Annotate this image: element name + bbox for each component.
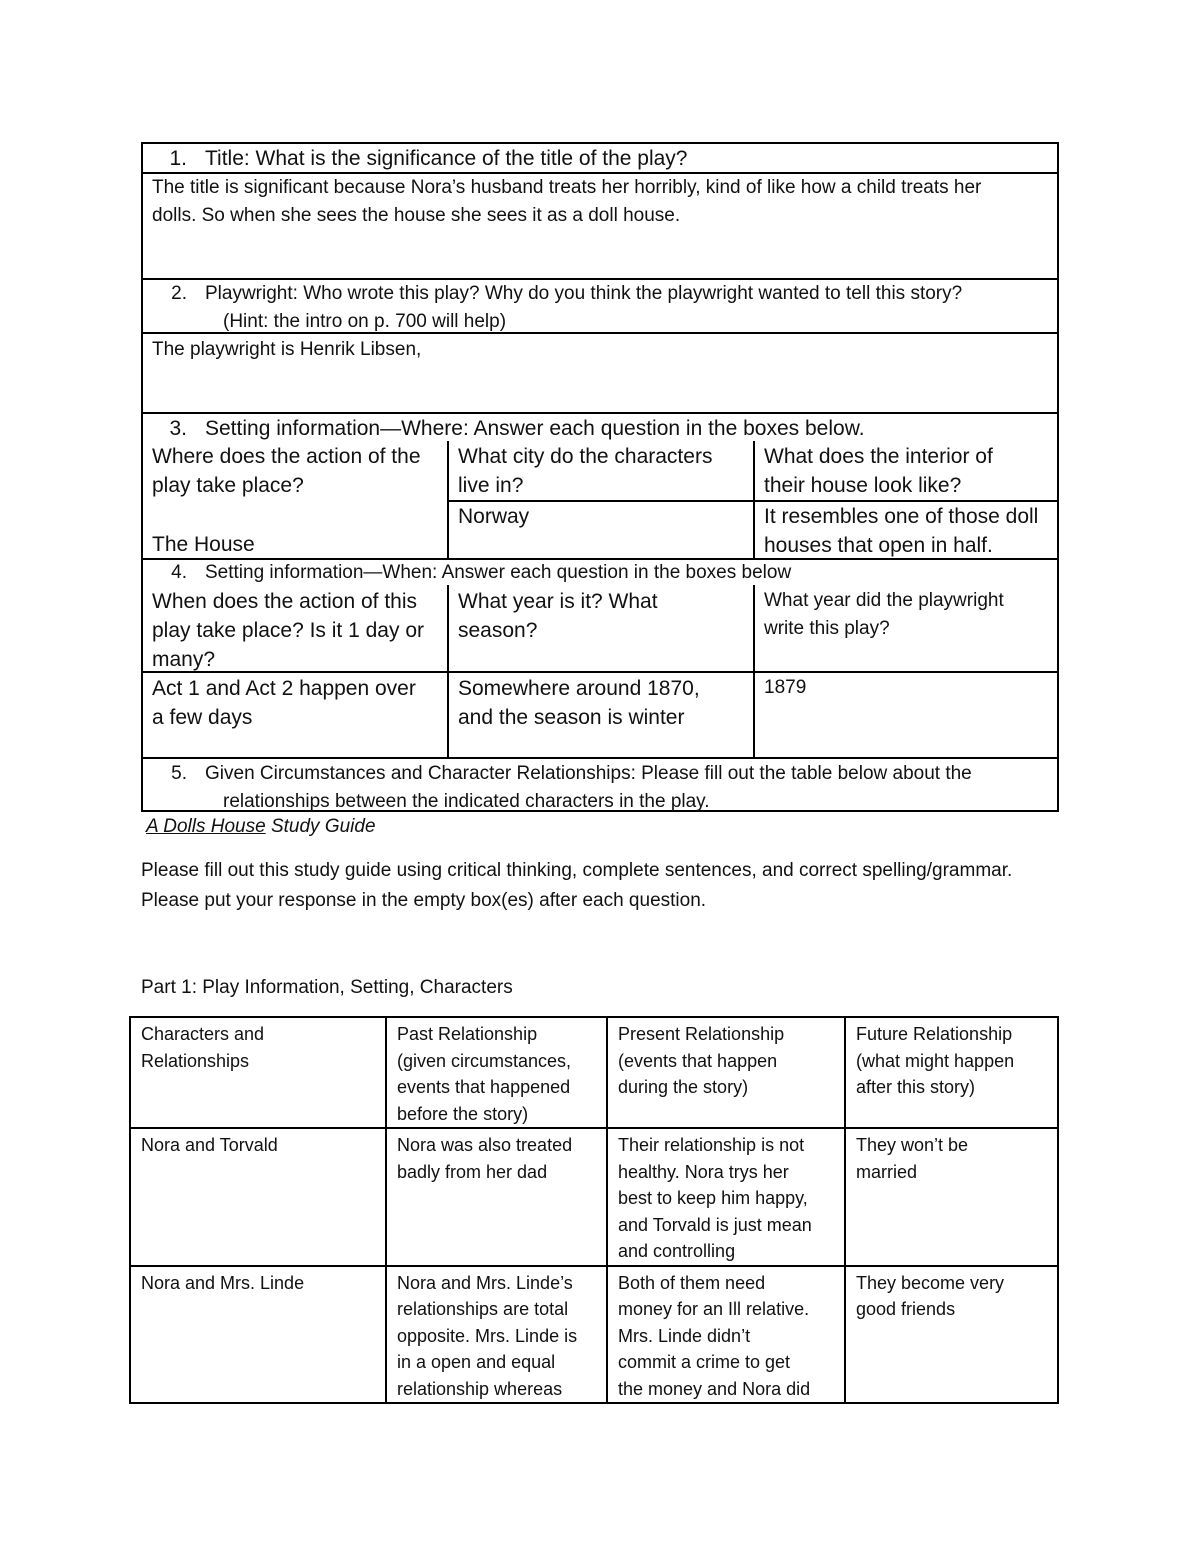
header-future: Future Relationship (what might happen after this story) xyxy=(845,1017,1058,1128)
instructions-line-2: Please put your response in the empty box(es) after each question. xyxy=(141,890,707,911)
section-4-a1: Act 1 and Act 2 happen over a few days xyxy=(152,677,416,729)
section-3-q1: Where does the action of the play take place? xyxy=(152,445,421,497)
section-1-answer: The title is significant because Nora’s husband treats her horribly, kind of like how a child treats her dolls. So when she sees the house she sees it as a doll house. xyxy=(152,177,982,226)
section-3-q3: What does the interior of their house look like? xyxy=(764,445,993,497)
row-2-characters: Nora and Mrs. Linde xyxy=(130,1266,386,1404)
section-1-number: 1. xyxy=(169,147,187,170)
section-1-question: 1. Title: What is the significance of the title of the play? xyxy=(143,144,1057,173)
row-2-future: They become very good friends xyxy=(845,1266,1058,1404)
section-4-number: 4. xyxy=(171,562,187,583)
instructions-line-1: Please fill out this study guide using critical thinking, complete sentences, and correct spelling/grammar. xyxy=(141,860,1013,881)
section-3-number: 3. xyxy=(169,417,187,440)
row-2-past: Nora and Mrs. Linde’s relationships are total opposite. Mrs. Linde is in a open and equal relationship whereas xyxy=(386,1266,607,1404)
row-1-characters: Nora and Torvald xyxy=(130,1128,386,1266)
row-1-present: Their relationship is not healthy. Nora trys her best to keep him happy, and Torvald is just mean and controlling xyxy=(607,1128,845,1266)
section-4-a2: Somewhere around 1870, and the season is winter xyxy=(458,677,700,729)
section-3-question: 3. Setting information—Where: Answer each question in the boxes below. xyxy=(143,414,1057,443)
row-2-present: Both of them need money for an Ill relative. Mrs. Linde didn’t commit a crime to get the money and Nora did xyxy=(607,1266,845,1404)
section-5-question: 5. Given Circumstances and Character Relationships: Please fill out the table below about the relationships between the indicated characters in the play. xyxy=(143,760,1057,816)
row-1-future: They won’t be married xyxy=(845,1128,1058,1266)
section-2-question: 2. Playwright: Who wrote this play? Why do you think the playwright wanted to tell this story? (Hint: the intro on p. 700 will help) xyxy=(143,280,1057,336)
section-4-question: 4. Setting information—When: Answer each question in the boxes below xyxy=(143,559,1057,587)
relationships-table xyxy=(129,1016,1059,1404)
study-guide-table xyxy=(141,142,1059,812)
header-past: Past Relationship (given circumstances, events that happened before the story) xyxy=(386,1017,607,1128)
table-row xyxy=(130,1266,1058,1404)
section-4-q1: When does the action of this play take place? Is it 1 day or many? xyxy=(152,590,424,671)
document-title: A Dolls House Study Guide xyxy=(146,816,376,837)
part-heading: Part 1: Play Information, Setting, Characters xyxy=(141,977,513,998)
section-4-a3: 1879 xyxy=(764,677,807,698)
header-present: Present Relationship (events that happen during the story) xyxy=(607,1017,845,1128)
section-3-q2: What city do the characters live in? xyxy=(458,445,713,497)
table-row xyxy=(130,1128,1058,1266)
section-3-a3: It resembles one of those doll houses that open in half. xyxy=(764,505,1039,557)
section-3-a1: The House xyxy=(152,533,255,556)
section-5-number: 5. xyxy=(171,763,187,784)
section-4-q3: What year did the playwright write this play? xyxy=(764,590,1004,639)
section-2-answer: The playwright is Henrik Libsen, xyxy=(152,339,422,360)
relationships-header-row xyxy=(130,1017,1058,1128)
section-4-q2: What year is it? What season? xyxy=(458,590,658,642)
row-1-past: Nora was also treated badly from her dad xyxy=(386,1128,607,1266)
section-3-a2: Norway xyxy=(458,505,530,528)
header-characters: Characters and Relationships xyxy=(130,1017,386,1128)
section-2-number: 2. xyxy=(171,283,187,304)
